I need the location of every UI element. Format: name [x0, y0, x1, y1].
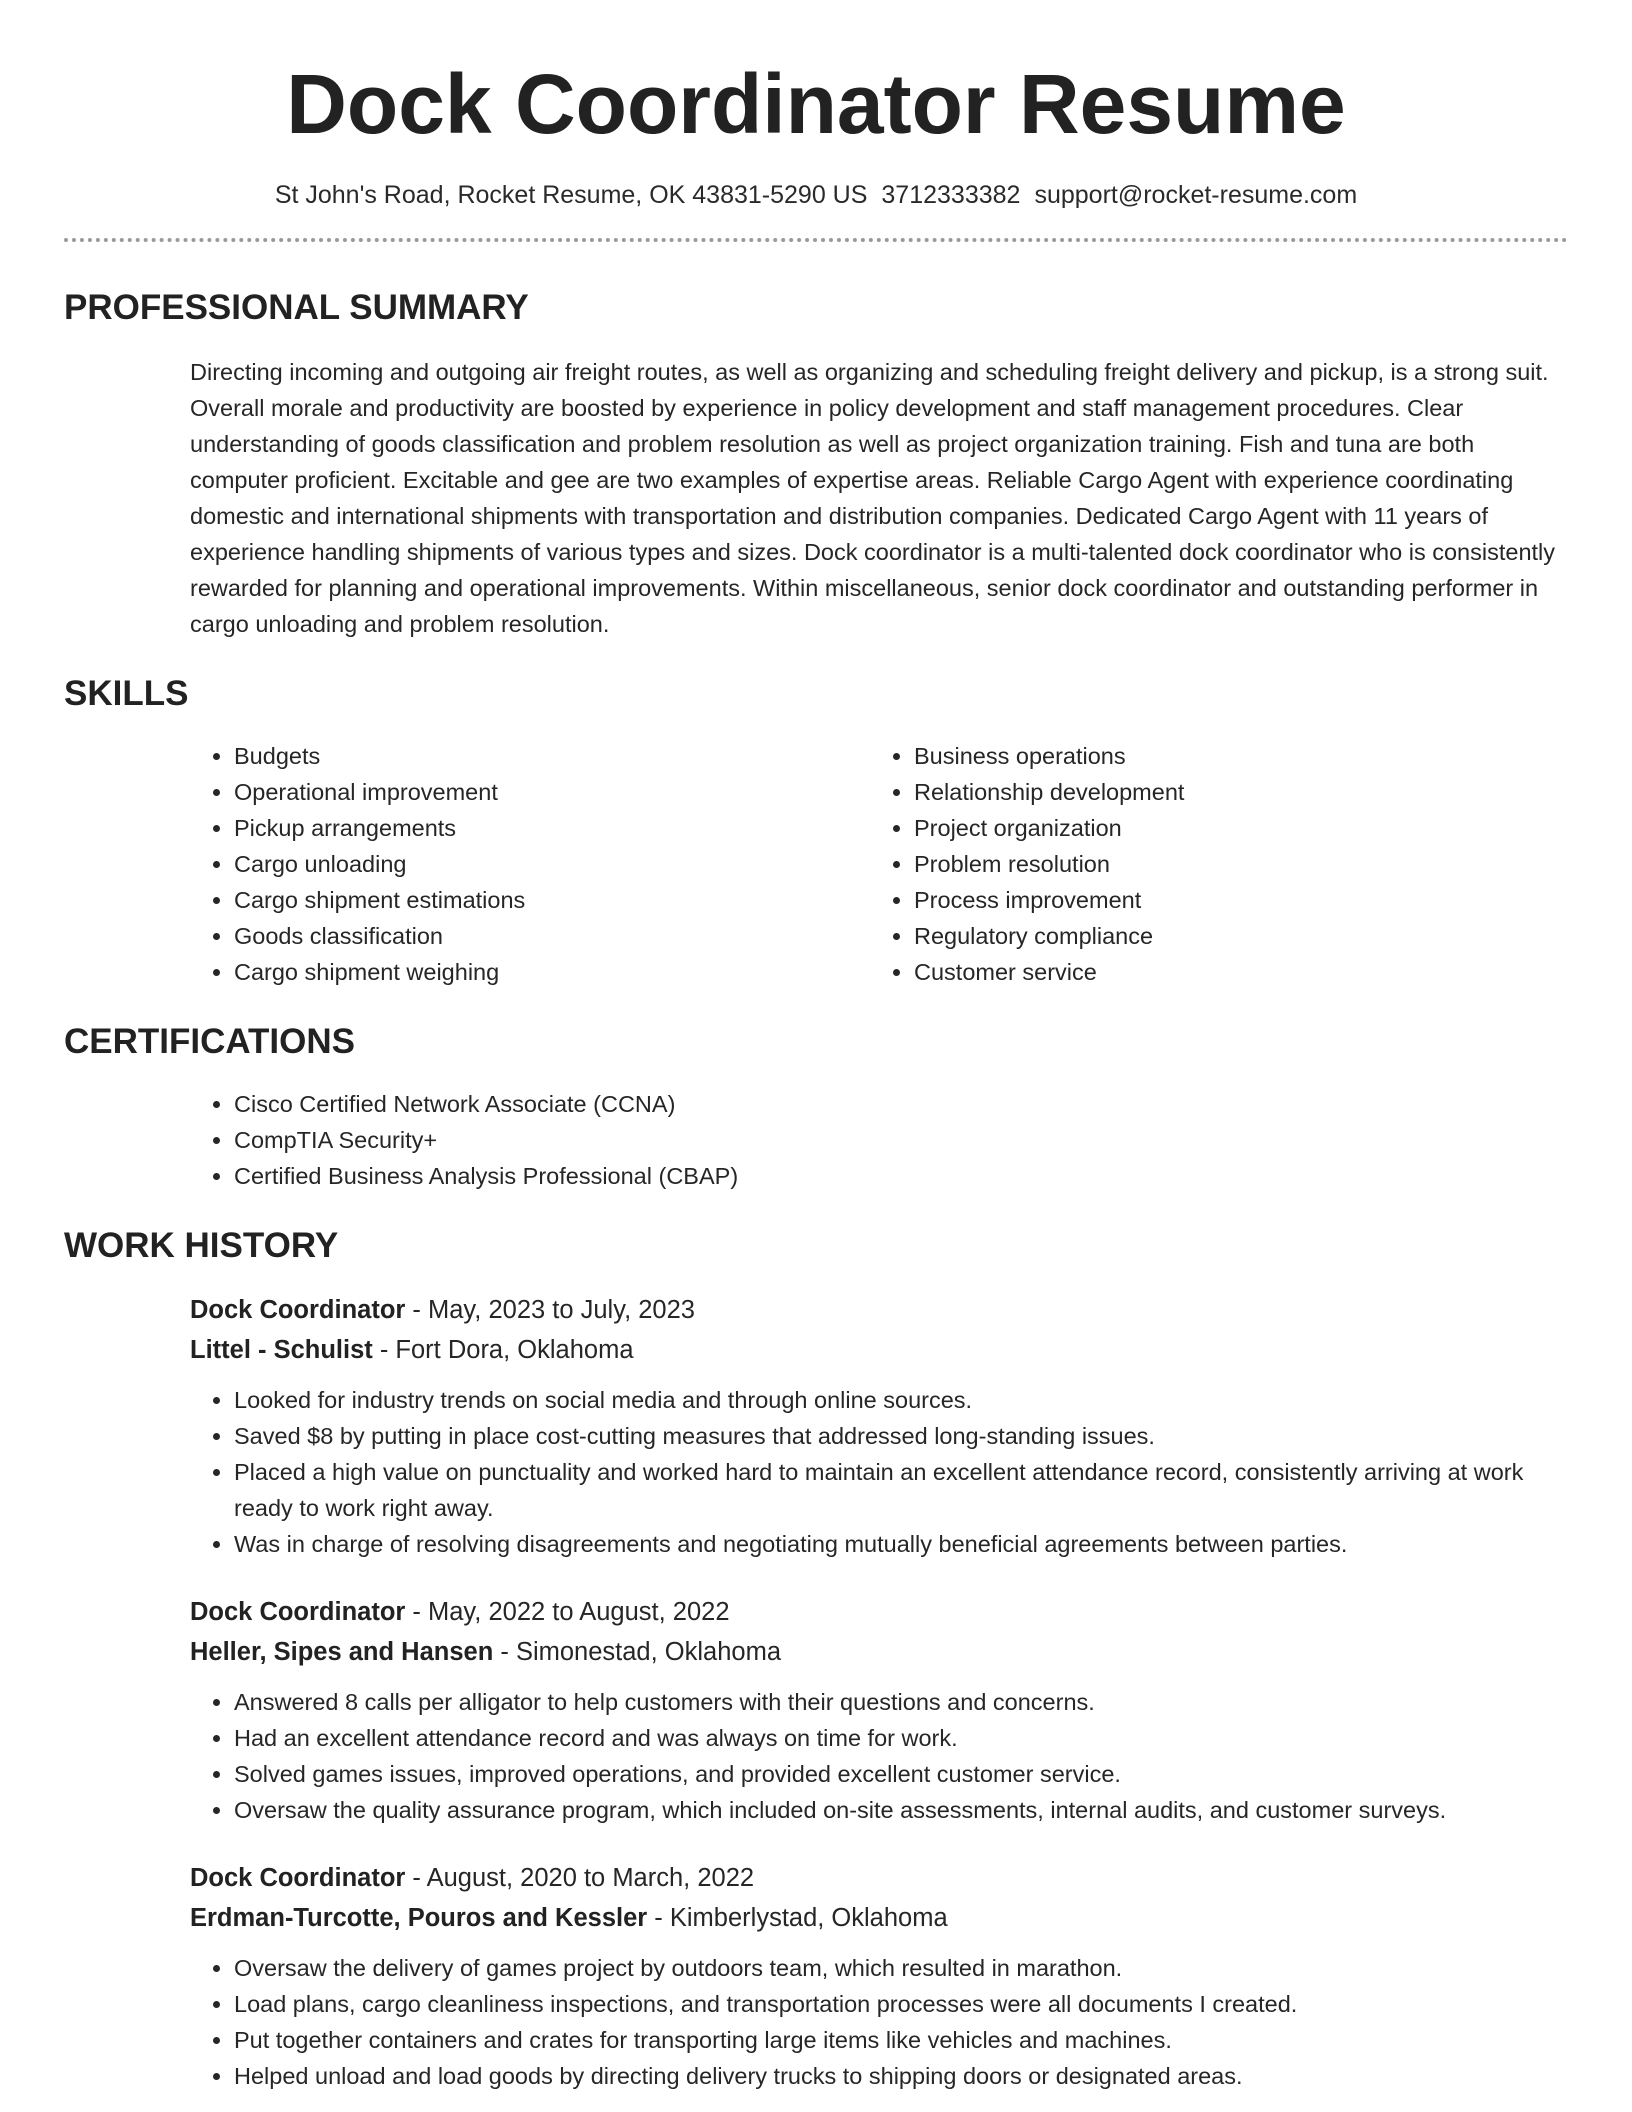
job-location: - Simonestad, Oklahoma	[493, 1638, 782, 1666]
job-role: Dock Coordinator	[190, 1864, 406, 1892]
skill-item: • Operational improvement	[234, 774, 870, 810]
skills-column-left	[190, 738, 870, 990]
skill-item: • Regulatory compliance	[914, 918, 1550, 954]
job-bullets	[190, 1382, 1568, 1562]
certification-item: • Certified Business Analysis Professional (CBAP)	[234, 1158, 1568, 1194]
certifications-heading: CERTIFICATIONS	[64, 1022, 356, 1061]
job-entry	[190, 1290, 1568, 1562]
job-entry	[190, 1592, 1568, 1828]
contact-email: support@rocket-resume.com	[1034, 181, 1358, 209]
contact-line	[64, 180, 1568, 210]
job-location: - Kimberlystad, Oklahoma	[647, 1904, 948, 1932]
job-bullet: • Load plans, cargo cleanliness inspections, and transportation processes were all documents I created.	[234, 1986, 1568, 2022]
resume-title: Dock Coordinator Resume	[286, 57, 1346, 151]
job-company-line	[190, 1330, 1568, 1370]
skill-item: • Cargo shipment estimations	[234, 882, 870, 918]
skill-item: • Project organization	[914, 810, 1550, 846]
job-bullet: • Solved games issues, improved operations, and provided excellent customer service.	[234, 1756, 1568, 1792]
certification-item: • Cisco Certified Network Associate (CCNA)	[234, 1086, 1568, 1122]
skill-item: • Goods classification	[234, 918, 870, 954]
job-bullet: • Helped unload and load goods by directing delivery trucks to shipping doors or designated areas.	[234, 2058, 1568, 2094]
skill-item: • Customer service	[914, 954, 1550, 990]
certifications-list	[190, 1086, 1568, 1194]
job-bullet: • Answered 8 calls per alligator to help customers with their questions and concerns.	[234, 1684, 1568, 1720]
job-bullet: • Had an excellent attendance record and was always on time for work.	[234, 1720, 1568, 1756]
job-dates: - May, 2022 to August, 2022	[405, 1598, 730, 1626]
skill-item: • Cargo unloading	[234, 846, 870, 882]
job-role-line	[190, 1592, 1568, 1632]
job-bullet: • Placed a high value on punctuality and worked hard to maintain an excellent attendance record, consistently arriving at work ready to work right away.	[234, 1454, 1568, 1526]
skill-item: • Business operations	[914, 738, 1550, 774]
job-bullets	[190, 1950, 1568, 2094]
job-entry	[190, 1858, 1568, 2094]
job-bullets	[190, 1684, 1568, 1828]
job-company: Erdman-Turcotte, Pouros and Kessler	[190, 1904, 648, 1932]
job-dates: - May, 2023 to July, 2023	[405, 1296, 695, 1324]
skills-heading: SKILLS	[64, 674, 189, 713]
job-role: Dock Coordinator	[190, 1296, 406, 1324]
job-bullet: • Was in charge of resolving disagreements and negotiating mutually beneficial agreements between parties.	[234, 1526, 1568, 1562]
job-bullet: • Saved $8 by putting in place cost-cutting measures that addressed long-standing issues.	[234, 1418, 1568, 1454]
job-dates: - August, 2020 to March, 2022	[405, 1864, 755, 1892]
job-role-line	[190, 1858, 1568, 1898]
contact-address: St John's Road, Rocket Resume, OK 43831-5290 US	[274, 181, 868, 209]
job-role-line	[190, 1290, 1568, 1330]
contact-phone: 3712333382	[881, 181, 1021, 209]
job-location: - Fort Dora, Oklahoma	[372, 1336, 634, 1364]
job-bullet: • Looked for industry trends on social media and through online sources.	[234, 1382, 1568, 1418]
job-role: Dock Coordinator	[190, 1598, 406, 1626]
skill-item: • Budgets	[234, 738, 870, 774]
certification-item: • CompTIA Security+	[234, 1122, 1568, 1158]
job-company-line	[190, 1632, 1568, 1672]
skill-item: • Pickup arrangements	[234, 810, 870, 846]
skills-column-right	[870, 738, 1550, 990]
skill-item: • Cargo shipment weighing	[234, 954, 870, 990]
job-company: Littel - Schulist	[190, 1336, 373, 1364]
skill-item: • Process improvement	[914, 882, 1550, 918]
job-bullet: • Oversaw the quality assurance program, which included on-site assessments, internal audits, and customer surveys.	[234, 1792, 1568, 1828]
job-bullet: • Oversaw the delivery of games project by outdoors team, which resulted in marathon.	[234, 1950, 1568, 1986]
job-company: Heller, Sipes and Hansen	[190, 1638, 494, 1666]
summary-text: Directing incoming and outgoing air freight routes, as well as organizing and scheduling freight delivery and pickup, is a strong suit. Overall morale and productivity are boosted by experience in policy development and staff management procedures. Clear understanding of goods classification and problem resolution as well as project organization training. Fish and tuna are both computer proficient. Excitable and gee are two examples of expertise areas. Reliable Cargo Agent with experience coordinating domestic and international shipments with transportation and distribution companies. Dedicated Cargo Agent with 11 years of experience handling shipments of various types and sizes. Dock coordinator is a multi-talented dock coordinator who is consistently rewarded for planning and operational improvements. Within miscellaneous, senior dock coordinator and outstanding performer in cargo unloading and problem resolution.	[190, 359, 1556, 637]
skill-item: • Problem resolution	[914, 846, 1550, 882]
work-history-heading: WORK HISTORY	[64, 1226, 339, 1265]
skills-grid	[190, 738, 1568, 990]
job-company-line	[190, 1898, 1568, 1938]
job-bullet: • Put together containers and crates for transporting large items like vehicles and machines.	[234, 2022, 1568, 2058]
summary-heading: PROFESSIONAL SUMMARY	[64, 288, 529, 327]
skill-item: • Relationship development	[914, 774, 1550, 810]
header-divider	[64, 238, 1568, 242]
